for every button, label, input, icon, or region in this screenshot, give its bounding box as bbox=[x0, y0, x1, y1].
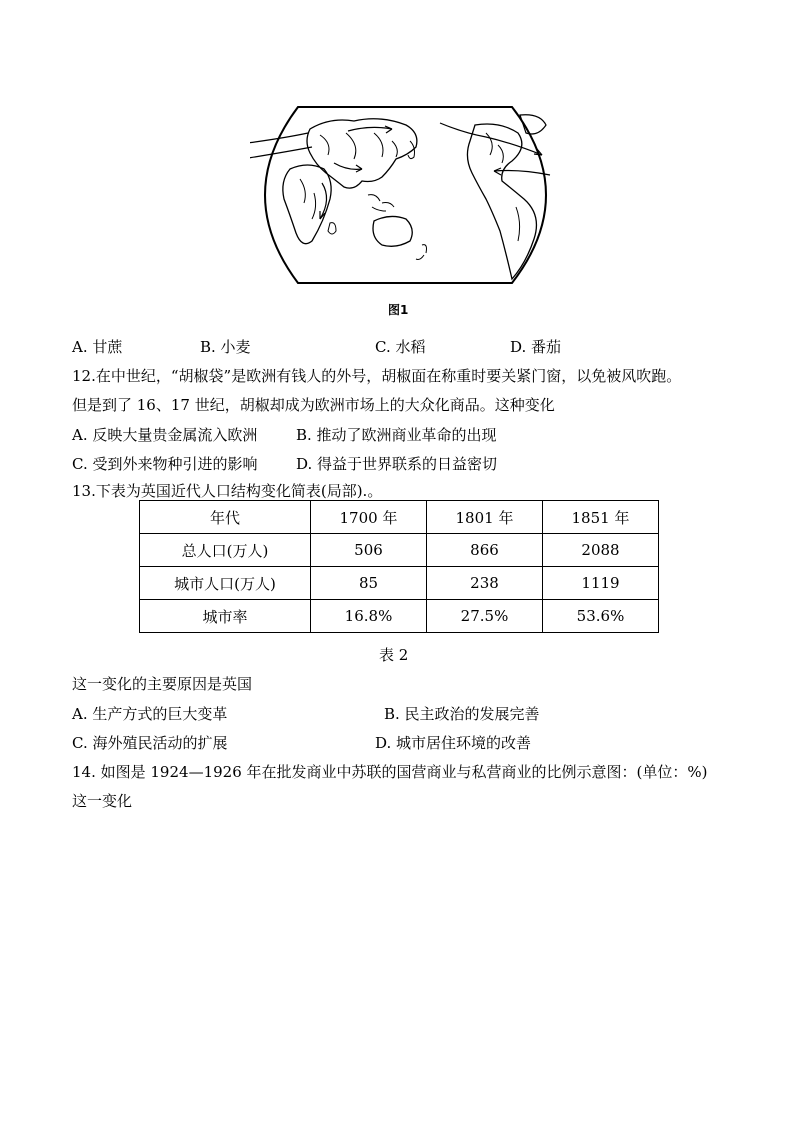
table-cell: 城市率 bbox=[140, 600, 311, 633]
table-caption: 表 2 bbox=[379, 646, 409, 664]
table-cell: 总人口(万人) bbox=[140, 534, 311, 567]
q13-option-b: B. 民主政治的发展完善 bbox=[384, 705, 540, 723]
table-header-cell: 1801 年 bbox=[427, 501, 543, 534]
table-cell: 506 bbox=[311, 534, 427, 567]
table-cell: 866 bbox=[427, 534, 543, 567]
q12-option-b: B. 推动了欧洲商业革命的出现 bbox=[296, 426, 497, 444]
table-cell: 2088 bbox=[543, 534, 659, 567]
table-cell: 城市人口(万人) bbox=[140, 567, 311, 600]
table-row bbox=[140, 567, 659, 600]
q12-option-d: D. 得益于世界联系的日益密切 bbox=[296, 455, 498, 473]
table-header-cell: 年代 bbox=[140, 501, 311, 534]
q11-option-b: B. 小麦 bbox=[200, 338, 251, 356]
q13-option-d: D. 城市居住环境的改善 bbox=[375, 734, 532, 752]
population-table bbox=[139, 500, 659, 633]
table-row bbox=[140, 534, 659, 567]
q13-question: 这一变化的主要原因是英国 bbox=[72, 675, 253, 693]
table-cell: 85 bbox=[311, 567, 427, 600]
q12-stem-line1: 12.在中世纪，“胡椒袋”是欧洲有钱人的外号，胡椒面在称重时要关紧门窗，以免被风吹跑。 bbox=[72, 367, 682, 385]
table-header-cell: 1700 年 bbox=[311, 501, 427, 534]
world-map-figure bbox=[250, 103, 562, 287]
table-header-row bbox=[140, 501, 659, 534]
table-cell: 53.6% bbox=[543, 600, 659, 633]
table-row bbox=[140, 600, 659, 633]
q14-stem-line1: 14. 如图是 1924—1926 年在批发商业中苏联的国营商业与私营商业的比例示意图：(单位：%) bbox=[72, 763, 708, 781]
q12-option-a: A. 反映大量贵金属流入欧洲 bbox=[72, 426, 258, 444]
q11-option-c: C. 水稻 bbox=[375, 338, 426, 356]
table-cell: 16.8% bbox=[311, 600, 427, 633]
table-cell: 1119 bbox=[543, 567, 659, 600]
q13-option-a: A. 生产方式的巨大变革 bbox=[72, 705, 228, 723]
q12-stem-line2: 但是到了 16、17 世纪，胡椒却成为欧洲市场上的大众化商品。这种变化 bbox=[72, 396, 555, 414]
q11-option-a: A. 甘蔗 bbox=[72, 338, 123, 356]
q11-option-d: D. 番茄 bbox=[510, 338, 562, 356]
q12-option-c: C. 受到外来物种引进的影响 bbox=[72, 455, 258, 473]
table-cell: 27.5% bbox=[427, 600, 543, 633]
q13-option-c: C. 海外殖民活动的扩展 bbox=[72, 734, 228, 752]
table-header-cell: 1851 年 bbox=[543, 501, 659, 534]
table-cell: 238 bbox=[427, 567, 543, 600]
q14-stem-line2: 这一变化 bbox=[72, 792, 133, 810]
q13-stem: 13.下表为英国近代人口结构变化简表(局部).。 bbox=[72, 482, 383, 500]
figure-caption: 图1 bbox=[388, 303, 409, 317]
